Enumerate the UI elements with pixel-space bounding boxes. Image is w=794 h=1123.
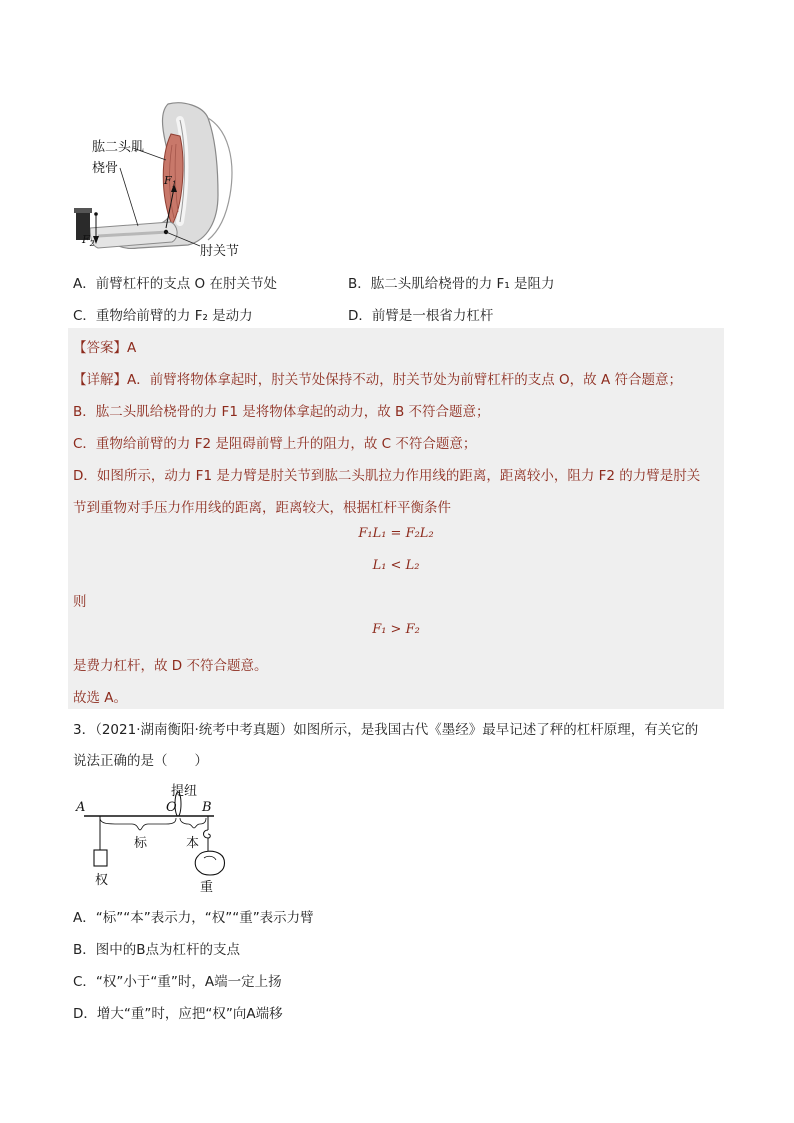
elbow-label: 肘关节 <box>200 244 240 259</box>
q3-option-b[interactable]: B．图中的B点为杠杆的支点 <box>73 942 241 958</box>
q2-option-b[interactable]: B．肱二头肌给桡骨的力 F₁ 是阻力 <box>348 276 555 292</box>
q2-option-a[interactable]: A．前臂杠杆的支点 O 在肘关节处 <box>73 276 277 292</box>
detail-line-6: 是费力杠杆，故 D 不符合题意。 <box>73 658 268 674</box>
q3-option-c[interactable]: C．“权”小于“重”时，A端一定上扬 <box>73 974 282 990</box>
q3-stem-line-2: 说法正确的是（ ） <box>73 753 208 769</box>
then-text: 则 <box>73 594 87 610</box>
answer-value: A <box>127 340 137 356</box>
detail-line-1 <box>73 368 682 388</box>
f1-label: $F_1$ <box>164 174 177 190</box>
ben-label: 本 <box>186 836 200 851</box>
detail-tag: 【详解】 <box>73 372 127 388</box>
choose-line: 故选 A。 <box>73 690 128 706</box>
tizu-label: 提纽 <box>171 784 198 799</box>
point-b-label: B <box>202 800 212 815</box>
biceps-label: 肱二头肌 <box>92 140 145 155</box>
q2-option-d[interactable]: D．前臂是一根省力杠杆 <box>348 308 494 324</box>
quan-label: 权 <box>95 873 109 888</box>
detail-line-3: C．重物给前臂的力 F2 是阻碍前臂上升的阻力，故 C 不符合题意； <box>73 436 477 452</box>
formula-1: F₁L₁ = F₂L₂ <box>358 526 434 541</box>
point-a-label: A <box>76 800 86 815</box>
formula-2: L₁ < L₂ <box>372 558 420 573</box>
arm-illustration <box>68 100 248 260</box>
point-o-label: O <box>166 800 177 815</box>
answer-line <box>73 336 136 356</box>
formula-3: F₁ > F₂ <box>372 622 420 637</box>
biao-label: 标 <box>134 836 148 851</box>
detail-line-2: B．肱二头肌给桡骨的力 F1 是将物体拿起的动力，故 B 不符合题意； <box>73 404 490 420</box>
zhong-label: 重 <box>200 880 214 895</box>
f2-label: $F_2$ <box>82 233 95 249</box>
q2-option-c[interactable]: C．重物给前臂的力 F₂ 是动力 <box>73 308 253 324</box>
detail-line-4: D．如图所示，动力 F1 是力臂是肘关节到肱二头肌拉力作用线的距离，距离较小，阻力 F2 的力臂是肘关 <box>73 468 701 484</box>
answer-tag: 【答案】 <box>73 340 127 356</box>
q3-stem-line-1: 3．（2021·湖南衡阳·统考中考真题）如图所示，是我国古代《墨经》最早记述了秤的杠杆原理，有关它的 <box>73 722 699 738</box>
q3-option-a[interactable]: A．“标”“本”表示力，“权”“重”表示力臂 <box>73 910 314 926</box>
arm-figure <box>68 100 248 260</box>
detail-text-1: A．前臂将物体拿起时，肘关节处保持不动，肘关节处为前臂杠杆的支点 O，故 A 符合题意； <box>127 372 682 388</box>
detail-line-5: 节到重物对手压力作用线的距离，距离较大，根据杠杆平衡条件 <box>73 500 451 516</box>
q3-option-d[interactable]: D．增大“重”时，应把“权”向A端移 <box>73 1006 283 1022</box>
radius-label: 桡骨 <box>92 161 119 176</box>
